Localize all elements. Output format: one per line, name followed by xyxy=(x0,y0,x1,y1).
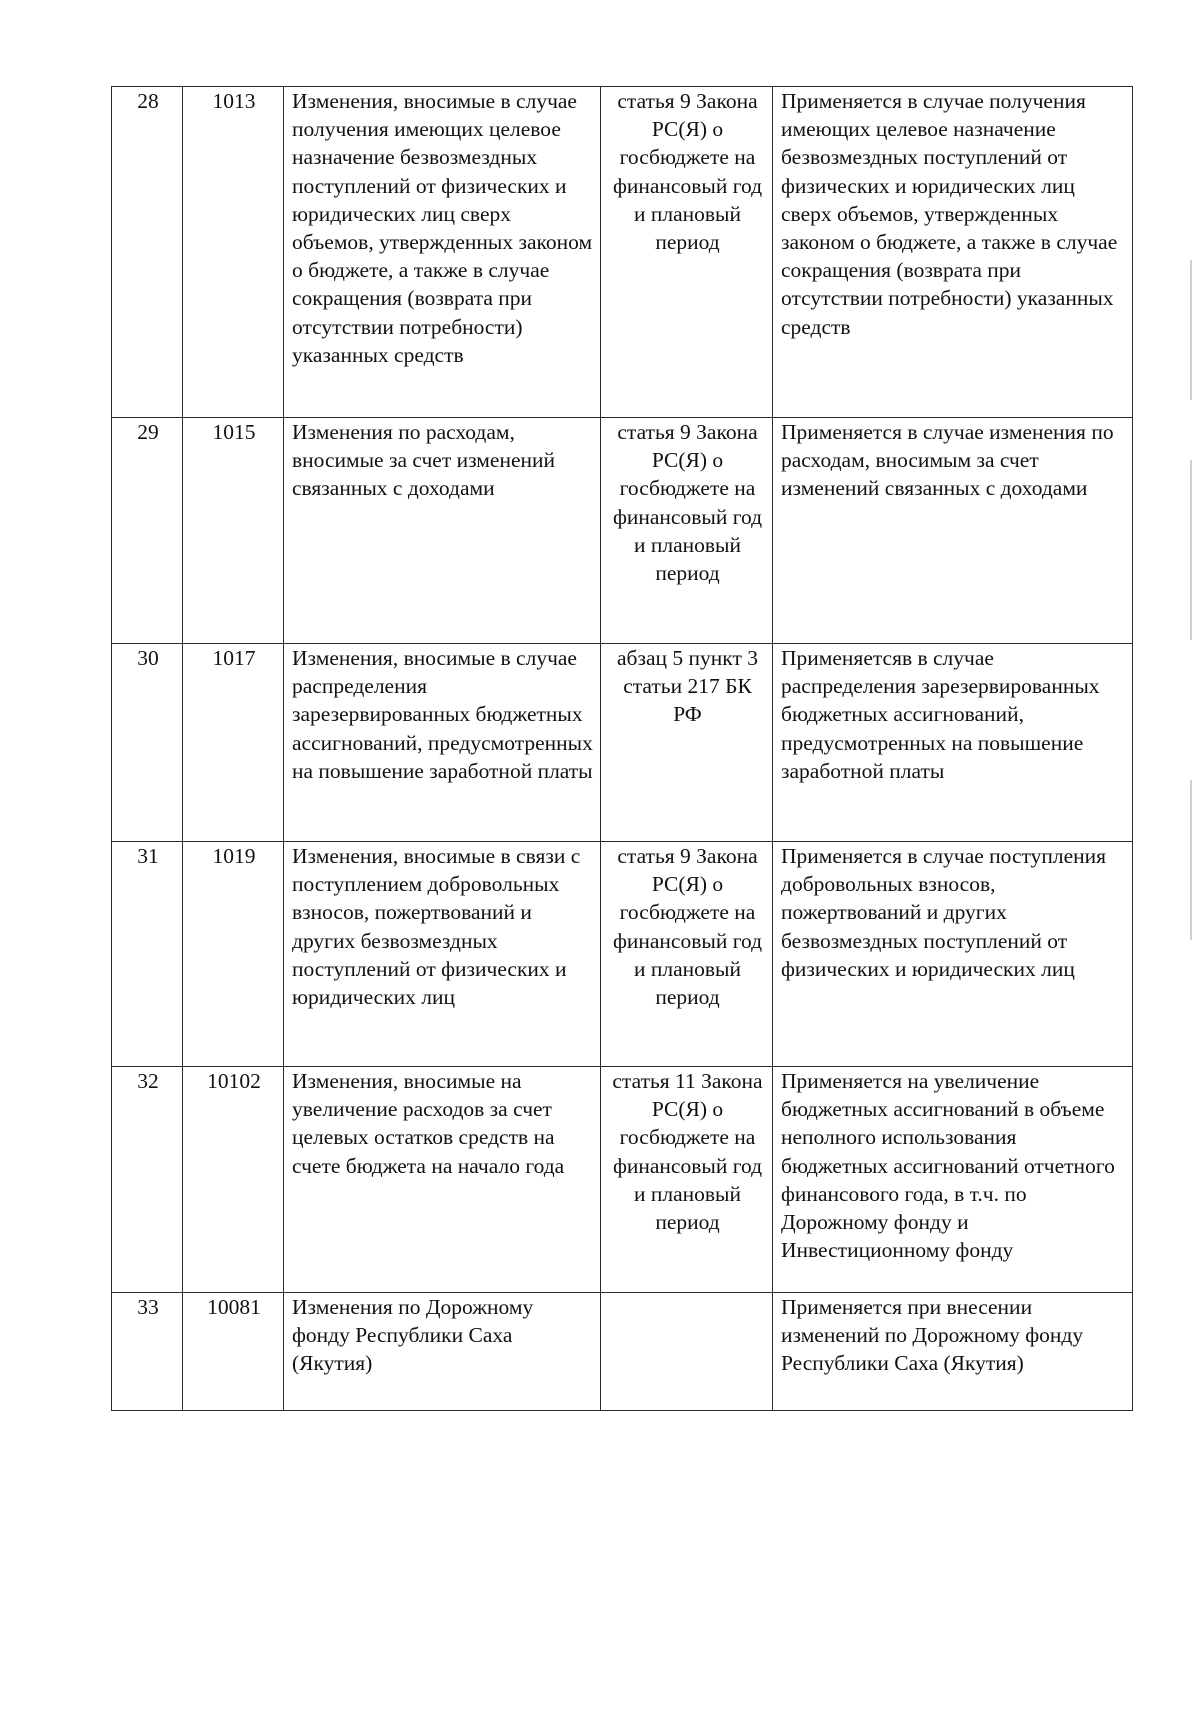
budget-changes-table xyxy=(111,86,1133,1411)
application-note: Применяется при внесении изменений по Дорожному фонду Республики Саха (Якутия) xyxy=(773,1293,1133,1411)
table-row xyxy=(112,1293,1133,1411)
application-note: Применяется в случае изменения по расходам, вносимым за счет изменений связанных с доходами xyxy=(773,418,1133,644)
legal-basis xyxy=(601,1293,773,1411)
change-code: 1019 xyxy=(183,842,284,1067)
change-name: Изменения, вносимые в случае распределения зарезервированных бюджетных ассигнований, предусмотренных на повышение заработной платы xyxy=(284,644,601,842)
row-number: 32 xyxy=(112,1067,183,1293)
change-name: Изменения, вносимые в связи с поступлением добровольных взносов, пожертвований и других безвозмездных поступлений от физических и юридических лиц xyxy=(284,842,601,1067)
change-code: 1017 xyxy=(183,644,284,842)
application-note: Применяется в случае поступления добровольных взносов, пожертвований и других безвозмездных поступлений от физических и юридических лиц xyxy=(773,842,1133,1067)
table-row xyxy=(112,842,1133,1067)
change-code: 1015 xyxy=(183,418,284,644)
row-number: 28 xyxy=(112,87,183,418)
change-name: Изменения, вносимые на увеличение расходов за счет целевых остатков средств на счете бюджета на начало года xyxy=(284,1067,601,1293)
scan-edge-mark xyxy=(1190,260,1192,400)
row-number: 33 xyxy=(112,1293,183,1411)
scan-edge-mark xyxy=(1190,780,1192,940)
legal-basis: статья 11 Закона РС(Я) о госбюджете на финансовый год и плановый период xyxy=(601,1067,773,1293)
row-number: 30 xyxy=(112,644,183,842)
change-code: 10102 xyxy=(183,1067,284,1293)
legal-basis: статья 9 Закона РС(Я) о госбюджете на финансовый год и плановый период xyxy=(601,418,773,644)
change-name: Изменения, вносимые в случае получения имеющих целевое назначение безвозмездных поступлений от физических и юридических лиц сверх объемов, утвержденных законом о бюджете, а также в случае сокращения (возврата при отсутствии потребности) указанных средств xyxy=(284,87,601,418)
application-note: Применяетсяв в случае распределения зарезервированных бюджетных ассигнований, предусмотренных на повышение заработной платы xyxy=(773,644,1133,842)
table-row xyxy=(112,418,1133,644)
scan-edge-mark xyxy=(1190,460,1192,640)
row-number: 29 xyxy=(112,418,183,644)
change-code: 10081 xyxy=(183,1293,284,1411)
application-note: Применяется на увеличение бюджетных ассигнований в объеме неполного использования бюджетных ассигнований отчетного финансового года, в т.ч. по Дорожному фонду и Инвестиционному фонду xyxy=(773,1067,1133,1293)
change-name: Изменения по Дорожному фонду Республики Саха (Якутия) xyxy=(284,1293,601,1411)
change-name: Изменения по расходам, вносимые за счет изменений связанных с доходами xyxy=(284,418,601,644)
legal-basis: статья 9 Закона РС(Я) о госбюджете на финансовый год и плановый период xyxy=(601,87,773,418)
application-note: Применяется в случае получения имеющих целевое назначение безвозмездных поступлений от физических и юридических лиц сверх объемов, утвержденных законом о бюджете, а также в случае сокращения (возврата при отсутствии потребности) указанных средств xyxy=(773,87,1133,418)
legal-basis: статья 9 Закона РС(Я) о госбюджете на финансовый год и плановый период xyxy=(601,842,773,1067)
change-code: 1013 xyxy=(183,87,284,418)
legal-basis: абзац 5 пункт 3 статьи 217 БК РФ xyxy=(601,644,773,842)
row-number: 31 xyxy=(112,842,183,1067)
table-row xyxy=(112,1067,1133,1293)
table-row xyxy=(112,644,1133,842)
table-row xyxy=(112,87,1133,418)
